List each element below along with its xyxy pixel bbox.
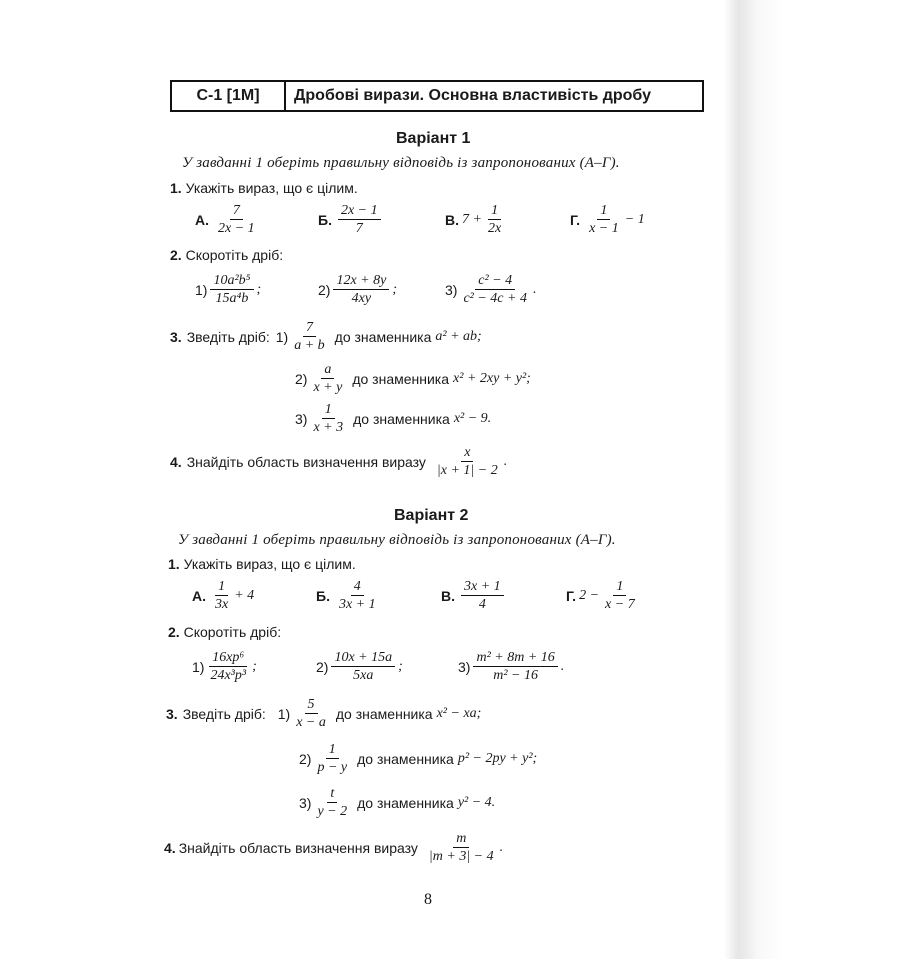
option-label: Б. xyxy=(318,211,332,228)
fraction xyxy=(291,319,327,354)
fraction xyxy=(210,272,253,307)
denominator: 2x − 1 xyxy=(218,221,255,236)
fraction xyxy=(426,830,497,865)
target-denominator: y² − 4. xyxy=(457,794,496,810)
variant-1-title: Варіант 1 xyxy=(396,130,471,147)
v1-task-3-part-2 xyxy=(295,361,531,396)
numerator: 10x + 15a xyxy=(331,649,395,667)
denominator: x − 7 xyxy=(605,597,635,612)
section-code: С-1 [1М] xyxy=(172,82,286,110)
part-label: 2) xyxy=(318,281,331,298)
numerator: 3x + 1 xyxy=(461,578,504,596)
denominator: 3x + 1 xyxy=(338,597,376,612)
option-label: Г. xyxy=(566,587,577,604)
numerator: 10a²b⁵ xyxy=(210,272,253,290)
fraction xyxy=(310,401,346,436)
v2-task-3-part-3 xyxy=(299,785,495,820)
task-text: Укажіть вираз, що є цілим. xyxy=(185,180,358,196)
fraction xyxy=(333,272,389,307)
fraction xyxy=(215,202,258,237)
denominator: 15a⁴b xyxy=(215,291,249,306)
instruction-text: до знаменника xyxy=(335,705,433,722)
denominator: |m + 3| − 4 xyxy=(428,849,494,864)
fraction xyxy=(207,649,249,684)
numerator: 1 xyxy=(613,578,626,596)
numerator: m² + 8m + 16 xyxy=(473,649,557,667)
denominator: |x + 1| − 2 xyxy=(436,463,498,478)
part-label: 1) xyxy=(275,328,289,345)
v2-task-4 xyxy=(164,830,503,865)
task-text: Скоротіть дріб: xyxy=(183,624,282,640)
denominator: 24x³p³ xyxy=(210,668,247,683)
fraction xyxy=(338,202,381,237)
denominator: 2x xyxy=(487,221,502,236)
denominator: a + b xyxy=(294,338,325,353)
task-number: 4. xyxy=(164,839,176,856)
fraction xyxy=(331,649,395,684)
denominator: x + y xyxy=(313,380,343,395)
part-label: 2) xyxy=(316,658,329,675)
numerator: x xyxy=(461,444,473,462)
v1-task-1 xyxy=(170,180,358,196)
punctuation: . xyxy=(532,281,537,297)
denominator: 7 xyxy=(355,221,363,236)
instruction-text: до знаменника xyxy=(334,328,432,345)
v1-t1-option-d xyxy=(570,202,645,237)
expression-prefix: 2 − xyxy=(579,587,600,603)
numerator: a xyxy=(321,361,334,379)
v2-t2-part-1 xyxy=(192,649,257,684)
instruction-text: до знаменника xyxy=(352,370,450,387)
punctuation: ; xyxy=(398,658,403,674)
task-text: Зведіть дріб: xyxy=(182,705,266,722)
target-denominator: x² − xa; xyxy=(436,705,482,721)
denominator: 4 xyxy=(478,597,486,612)
v2-task-1 xyxy=(168,556,356,572)
part-label: 2) xyxy=(295,370,308,387)
part-label: 1) xyxy=(192,658,205,675)
numerator: 4 xyxy=(351,578,364,596)
numerator: 1 xyxy=(322,401,335,419)
v2-task-2 xyxy=(168,624,281,640)
task-number: 3. xyxy=(166,705,178,722)
fraction xyxy=(485,202,504,237)
part-label: 1) xyxy=(277,705,291,722)
fraction xyxy=(460,272,530,307)
part-label: 3) xyxy=(445,281,458,298)
v1-task-3-part-3 xyxy=(295,401,491,436)
part-label: 1) xyxy=(195,281,208,298)
instruction-text: до знаменника xyxy=(357,750,454,767)
v2-t2-part-3 xyxy=(458,649,564,684)
task-text: Знайдіть область визначення виразу xyxy=(186,453,426,470)
task-number: 2. xyxy=(170,247,182,263)
numerator: c² − 4 xyxy=(475,272,515,290)
task-number: 1. xyxy=(170,180,182,196)
denominator: c² − 4c + 4 xyxy=(463,291,527,306)
target-denominator: p² − 2py + y²; xyxy=(457,750,538,766)
option-label: В. xyxy=(441,587,455,604)
v2-t1-option-d xyxy=(566,578,641,613)
expression-prefix: 7 + xyxy=(462,211,482,227)
v1-t1-option-b xyxy=(318,202,384,237)
denominator: p − y xyxy=(317,760,348,775)
section-header xyxy=(170,80,704,112)
denominator: x − a xyxy=(296,715,326,730)
v1-task-4 xyxy=(170,444,507,479)
fraction xyxy=(586,202,622,237)
denominator: 5xa xyxy=(353,668,374,683)
option-label: А. xyxy=(192,587,206,604)
part-label: 2) xyxy=(299,750,312,767)
v1-task-3-part-1 xyxy=(170,319,482,354)
denominator: y − 2 xyxy=(317,804,348,819)
target-denominator: x² − 9. xyxy=(453,410,492,426)
instruction-text: до знаменника xyxy=(357,794,454,811)
v1-t2-part-1 xyxy=(195,272,261,307)
punctuation: . xyxy=(560,658,565,674)
v1-t2-part-3 xyxy=(445,272,536,307)
fraction xyxy=(461,578,504,613)
task-text: Укажіть вираз, що є цілим. xyxy=(183,556,356,572)
page-edge-shadow xyxy=(724,0,900,959)
v2-task-3-part-1 xyxy=(166,696,481,731)
fraction xyxy=(212,578,231,613)
fraction xyxy=(310,361,345,396)
v1-t1-option-a xyxy=(195,202,261,237)
fraction xyxy=(314,741,350,776)
option-label: Г. xyxy=(570,211,581,228)
denominator: 3x xyxy=(215,597,229,612)
task-text: Зведіть дріб: xyxy=(186,328,270,345)
task-number: 1. xyxy=(168,556,180,572)
v2-t1-option-b xyxy=(316,578,382,613)
fraction xyxy=(434,444,501,479)
task-text: Скоротіть дріб: xyxy=(185,247,284,263)
v2-t1-option-a xyxy=(192,578,254,613)
v2-t2-part-2 xyxy=(316,649,403,684)
numerator: 5 xyxy=(305,696,318,714)
denominator: x + 3 xyxy=(313,420,344,435)
option-label: Б. xyxy=(316,587,330,604)
v1-t2-part-2 xyxy=(318,272,397,307)
fraction xyxy=(602,578,638,613)
option-label: В. xyxy=(445,211,459,228)
numerator: 7 xyxy=(230,202,243,220)
numerator: 12x + 8y xyxy=(333,272,389,290)
fraction xyxy=(314,785,350,820)
fraction xyxy=(473,649,557,684)
variant-1-instruction: У завданні 1 оберіть правильну відповідь із запропонованих (А–Г). xyxy=(182,155,620,171)
numerator: 1 xyxy=(597,202,610,220)
denominator: m² − 16 xyxy=(493,668,538,683)
task-number: 4. xyxy=(170,453,182,470)
denominator: x − 1 xyxy=(589,221,619,236)
v2-task-3-part-2 xyxy=(299,741,537,776)
variant-2-title: Варіант 2 xyxy=(394,507,469,524)
numerator: 16xp⁶ xyxy=(209,649,247,667)
v1-task-2 xyxy=(170,247,283,263)
part-label: 3) xyxy=(295,410,308,427)
task-number: 3. xyxy=(170,328,182,345)
numerator: 2x − 1 xyxy=(338,202,381,220)
numerator: t xyxy=(327,785,337,803)
punctuation: . xyxy=(503,453,508,469)
numerator: 7 xyxy=(303,319,316,337)
fraction xyxy=(336,578,379,613)
target-denominator: x² + 2xy + y²; xyxy=(453,370,531,386)
part-label: 3) xyxy=(458,658,471,675)
numerator: 1 xyxy=(215,578,228,596)
punctuation: ; xyxy=(252,658,257,674)
option-label: А. xyxy=(195,211,209,228)
punctuation: ; xyxy=(256,281,262,297)
punctuation: . xyxy=(499,839,504,855)
numerator: 1 xyxy=(488,202,501,220)
task-text: Знайдіть область визначення виразу xyxy=(178,839,418,856)
v2-t1-option-c xyxy=(441,578,507,613)
target-denominator: a² + ab; xyxy=(435,328,482,344)
section-title: Дробові вирази. Основна властивість дробу xyxy=(294,87,651,104)
v1-t1-option-c xyxy=(445,202,507,237)
part-label: 3) xyxy=(299,794,312,811)
fraction xyxy=(293,696,329,731)
punctuation: ; xyxy=(392,281,397,297)
numerator: 1 xyxy=(326,741,339,759)
task-number: 2. xyxy=(168,624,180,640)
instruction-text: до знаменника xyxy=(353,410,450,427)
expression-suffix: − 1 xyxy=(624,211,645,227)
expression-suffix: + 4 xyxy=(234,587,255,603)
denominator: 4xy xyxy=(351,291,372,306)
numerator: m xyxy=(453,830,469,848)
variant-2-instruction: У завданні 1 оберіть правильну відповідь із запропонованих (А–Г). xyxy=(178,532,616,548)
page-number: 8 xyxy=(424,891,432,908)
